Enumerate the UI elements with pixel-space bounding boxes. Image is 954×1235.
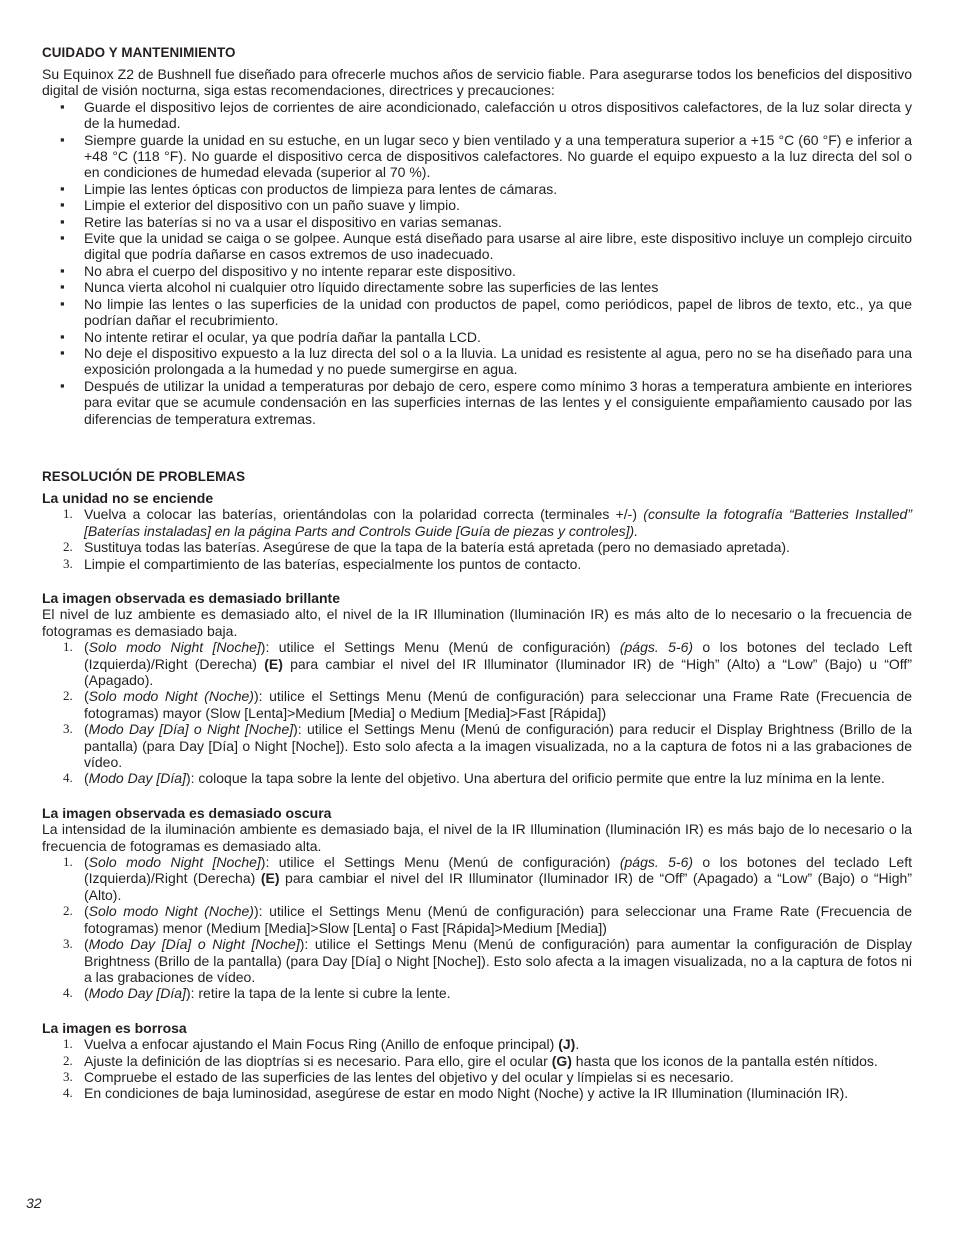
subsection-title: La imagen observada es demasiado brillante: [42, 589, 340, 606]
steps-list: [42, 506, 912, 572]
list-item: 1. (Solo modo Night [Noche]): utilice el Settings Menu (Menú de configuración) (págs. 5-6) o los botones del teclado Left (Izquierda)/Right (Derecha) (E) para cambiar el nivel del IR Illuminator (Iluminador IR) de “High” (Alto) a “Low” (Bajo) u “Off” (Apagado).: [63, 639, 912, 688]
list-item: 3. Compruebe el estado de las superficies de las lentes del objetivo y del ocular y límpielas si es necesario.: [63, 1068, 734, 1085]
no-power-subsection: [42, 490, 912, 572]
care-heading: CUIDADO Y MANTENIMIENTO: [42, 45, 236, 60]
list-item: 2. Ajuste la definición de las dioptrías si es necesario. Para ello, gire el ocular (G) hasta que los iconos de la pantalla estén nítidos.: [63, 1052, 878, 1069]
list-item: 2. Sustituya todas las baterías. Asegúrese de que la tapa de la batería está apretada (pero no demasiado apretada).: [63, 539, 790, 556]
subsection-intro: El nivel de luz ambiente es demasiado alto, el nivel de la IR Illumination (Iluminación IR) es más alto de lo necesario o la frecuencia de fotogramas es demasiado baja.: [42, 606, 912, 639]
list-item: ▪ Retire las baterías si no va a usar el dispositivo en varias semanas.: [42, 214, 912, 230]
list-item: ▪ Guarde el dispositivo lejos de corrientes de aire acondicionado, calefacción u otros dispositivos calefactores, de la luz solar directa y de la humedad.: [42, 99, 912, 132]
list-item: ▪ Limpie el exterior del dispositivo con un paño suave y limpio.: [42, 197, 912, 213]
page-number: 32: [26, 1195, 42, 1211]
list-item: 3. (Modo Day [Día] o Night [Noche]): utilice el Settings Menu (Menú de configuración) para aumentar la configuración de Display Brightness (Brillo de la pantalla) (para Day [Día] o Night [Noche]). Esto solo afecta a la imagen visualizada, no a la captura de fotos ni a las grabaciones de vídeo.: [63, 936, 912, 985]
list-item: ▪ No deje el dispositivo expuesto a la luz directa del sol o a la lluvia. La unidad es resistente al agua, pero no se ha diseñado para una exposición prolongada a la humedad y no puede sumergirse en agua.: [42, 345, 912, 378]
care-section: [42, 44, 912, 427]
list-item: 3. (Modo Day [Día] o Night [Noche]): utilice el Settings Menu (Menú de configuración) para reducir el Display Brightness (Brillo de la pantalla) (para Day [Día] o Night [Noche]). Esto solo afecta a la imagen visualizada, no a la captura de fotos ni a las grabaciones de vídeo.: [63, 721, 912, 771]
list-item: 1. Vuelva a enfocar ajustando el Main Focus Ring (Anillo de enfoque principal) (J).: [63, 1036, 580, 1053]
blurry-subsection: [42, 1020, 912, 1102]
troubleshooting-heading: RESOLUCIÓN DE PROBLEMAS: [42, 468, 246, 484]
care-intro: Su Equinox Z2 de Bushnell fue diseñado para ofrecerle muchos años de servicio fiable. Para asegurarse todos los beneficios del dispositivo digital de visión nocturna, siga estas recomendaciones, directrices y precauciones:: [42, 66, 912, 99]
too-dark-subsection: [42, 805, 912, 1002]
list-item: 4. (Modo Day [Día]): retire la tapa de la lente si cubre la lente.: [63, 985, 451, 1002]
list-item: ▪ Nunca vierta alcohol ni cualquier otro líquido directamente sobre las superficies de las lentes: [42, 279, 912, 295]
list-item: 3. Limpie el compartimiento de las baterías, especialmente los puntos de contacto.: [63, 555, 582, 572]
subsection-title: La imagen observada es demasiado oscura: [42, 804, 332, 821]
subsection-intro: La intensidad de la iluminación ambiente es demasiado baja, el nivel de la IR Illumination (Iluminación IR) es más bajo de lo necesario o la frecuencia de fotogramas es demasiado alta.: [42, 821, 912, 854]
list-item: 4. En condiciones de baja luminosidad, asegúrese de estar en modo Night (Noche) y active la IR Illumination (Iluminación IR).: [63, 1085, 849, 1102]
steps-list: [42, 854, 912, 1002]
list-item: 2. (Solo modo Night (Noche)): utilice el Settings Menu (Menú de configuración) para seleccionar una Frame Rate (Frecuencia de fotogramas) mayor (Slow [Lenta]>Medium [Media] o Medium [Media]>Fast [Rápida]): [63, 688, 912, 721]
list-item: ▪ Evite que la unidad se caiga o se golpee. Aunque está diseñado para usarse al aire libre, este dispositivo incluye un complejo circuito digital que podría dañarse en casos extremos de uso inadecuado.: [42, 230, 912, 263]
troubleshooting-section: [42, 468, 912, 1102]
steps-list: [42, 1036, 912, 1102]
list-item: 1. (Solo modo Night [Noche]): utilice el Settings Menu (Menú de configuración) (págs. 5-6) o los botones del teclado Left (Izquierda)/Right (Derecha) (E) para cambiar el nivel del IR Illuminator (Iluminador IR) de “Off” (Apagado) a “Low” (Bajo) o “High” (Alto).: [63, 854, 912, 903]
manual-page: [42, 44, 912, 1102]
list-item: ▪ No limpie las lentes o las superficies de la unidad con productos de papel, como periódicos, papel de libros de texto, etc., ya que podrían dañar el recubrimiento.: [42, 296, 912, 329]
list-item: ▪ Limpie las lentes ópticas con productos de limpieza para lentes de cámaras.: [42, 181, 912, 197]
list-item: ▪ Siempre guarde la unidad en su estuche, en un lugar seco y bien ventilado y a una temperatura superior a +15 °C (60 °F) e inferior a +48 °C (118 °F). No guarde el dispositivo cerca de dispositivos calefactores. No guarde el equipo expuesto a la luz directa del sol o en condiciones de humedad elevada (superior al 70 %).: [42, 132, 912, 181]
care-bullet-list: [42, 99, 912, 427]
subsection-title: La unidad no se enciende: [42, 489, 214, 506]
steps-list: [42, 639, 912, 787]
list-item: ▪ Después de utilizar la unidad a temperaturas por debajo de cero, espere como mínimo 3 horas a temperatura ambiente en interiores para evitar que se acumule condensación en las superficies internas de las lentes y el consiguiente empañamiento causado por las diferencias de temperatura extremas.: [42, 378, 912, 427]
list-item: 2. (Solo modo Night (Noche)): utilice el Settings Menu (Menú de configuración) para seleccionar una Frame Rate (Frecuencia de fotogramas) menor (Medium [Media]>Slow [Lenta] o Fast [Rápida]>Medium [Media]): [63, 903, 912, 936]
subsection-title: La imagen es borrosa: [42, 1019, 187, 1036]
list-item: ▪ No intente retirar el ocular, ya que podría dañar la pantalla LCD.: [42, 329, 912, 345]
list-item: 1. Vuelva a colocar las baterías, orientándolas con la polaridad correcta (terminales +/-) (consulte la fotografía “Batteries Installed” [Baterías instaladas] en la página Parts and Controls Guide [Guía de piezas y controles]).: [63, 506, 912, 539]
too-bright-subsection: [42, 590, 912, 787]
list-item: 4. (Modo Day [Día]): coloque la tapa sobre la lente del objetivo. Una abertura del orificio permite que entre la luz mínima en la lente.: [63, 770, 885, 787]
list-item: ▪ No abra el cuerpo del dispositivo y no intente reparar este dispositivo.: [42, 263, 912, 279]
